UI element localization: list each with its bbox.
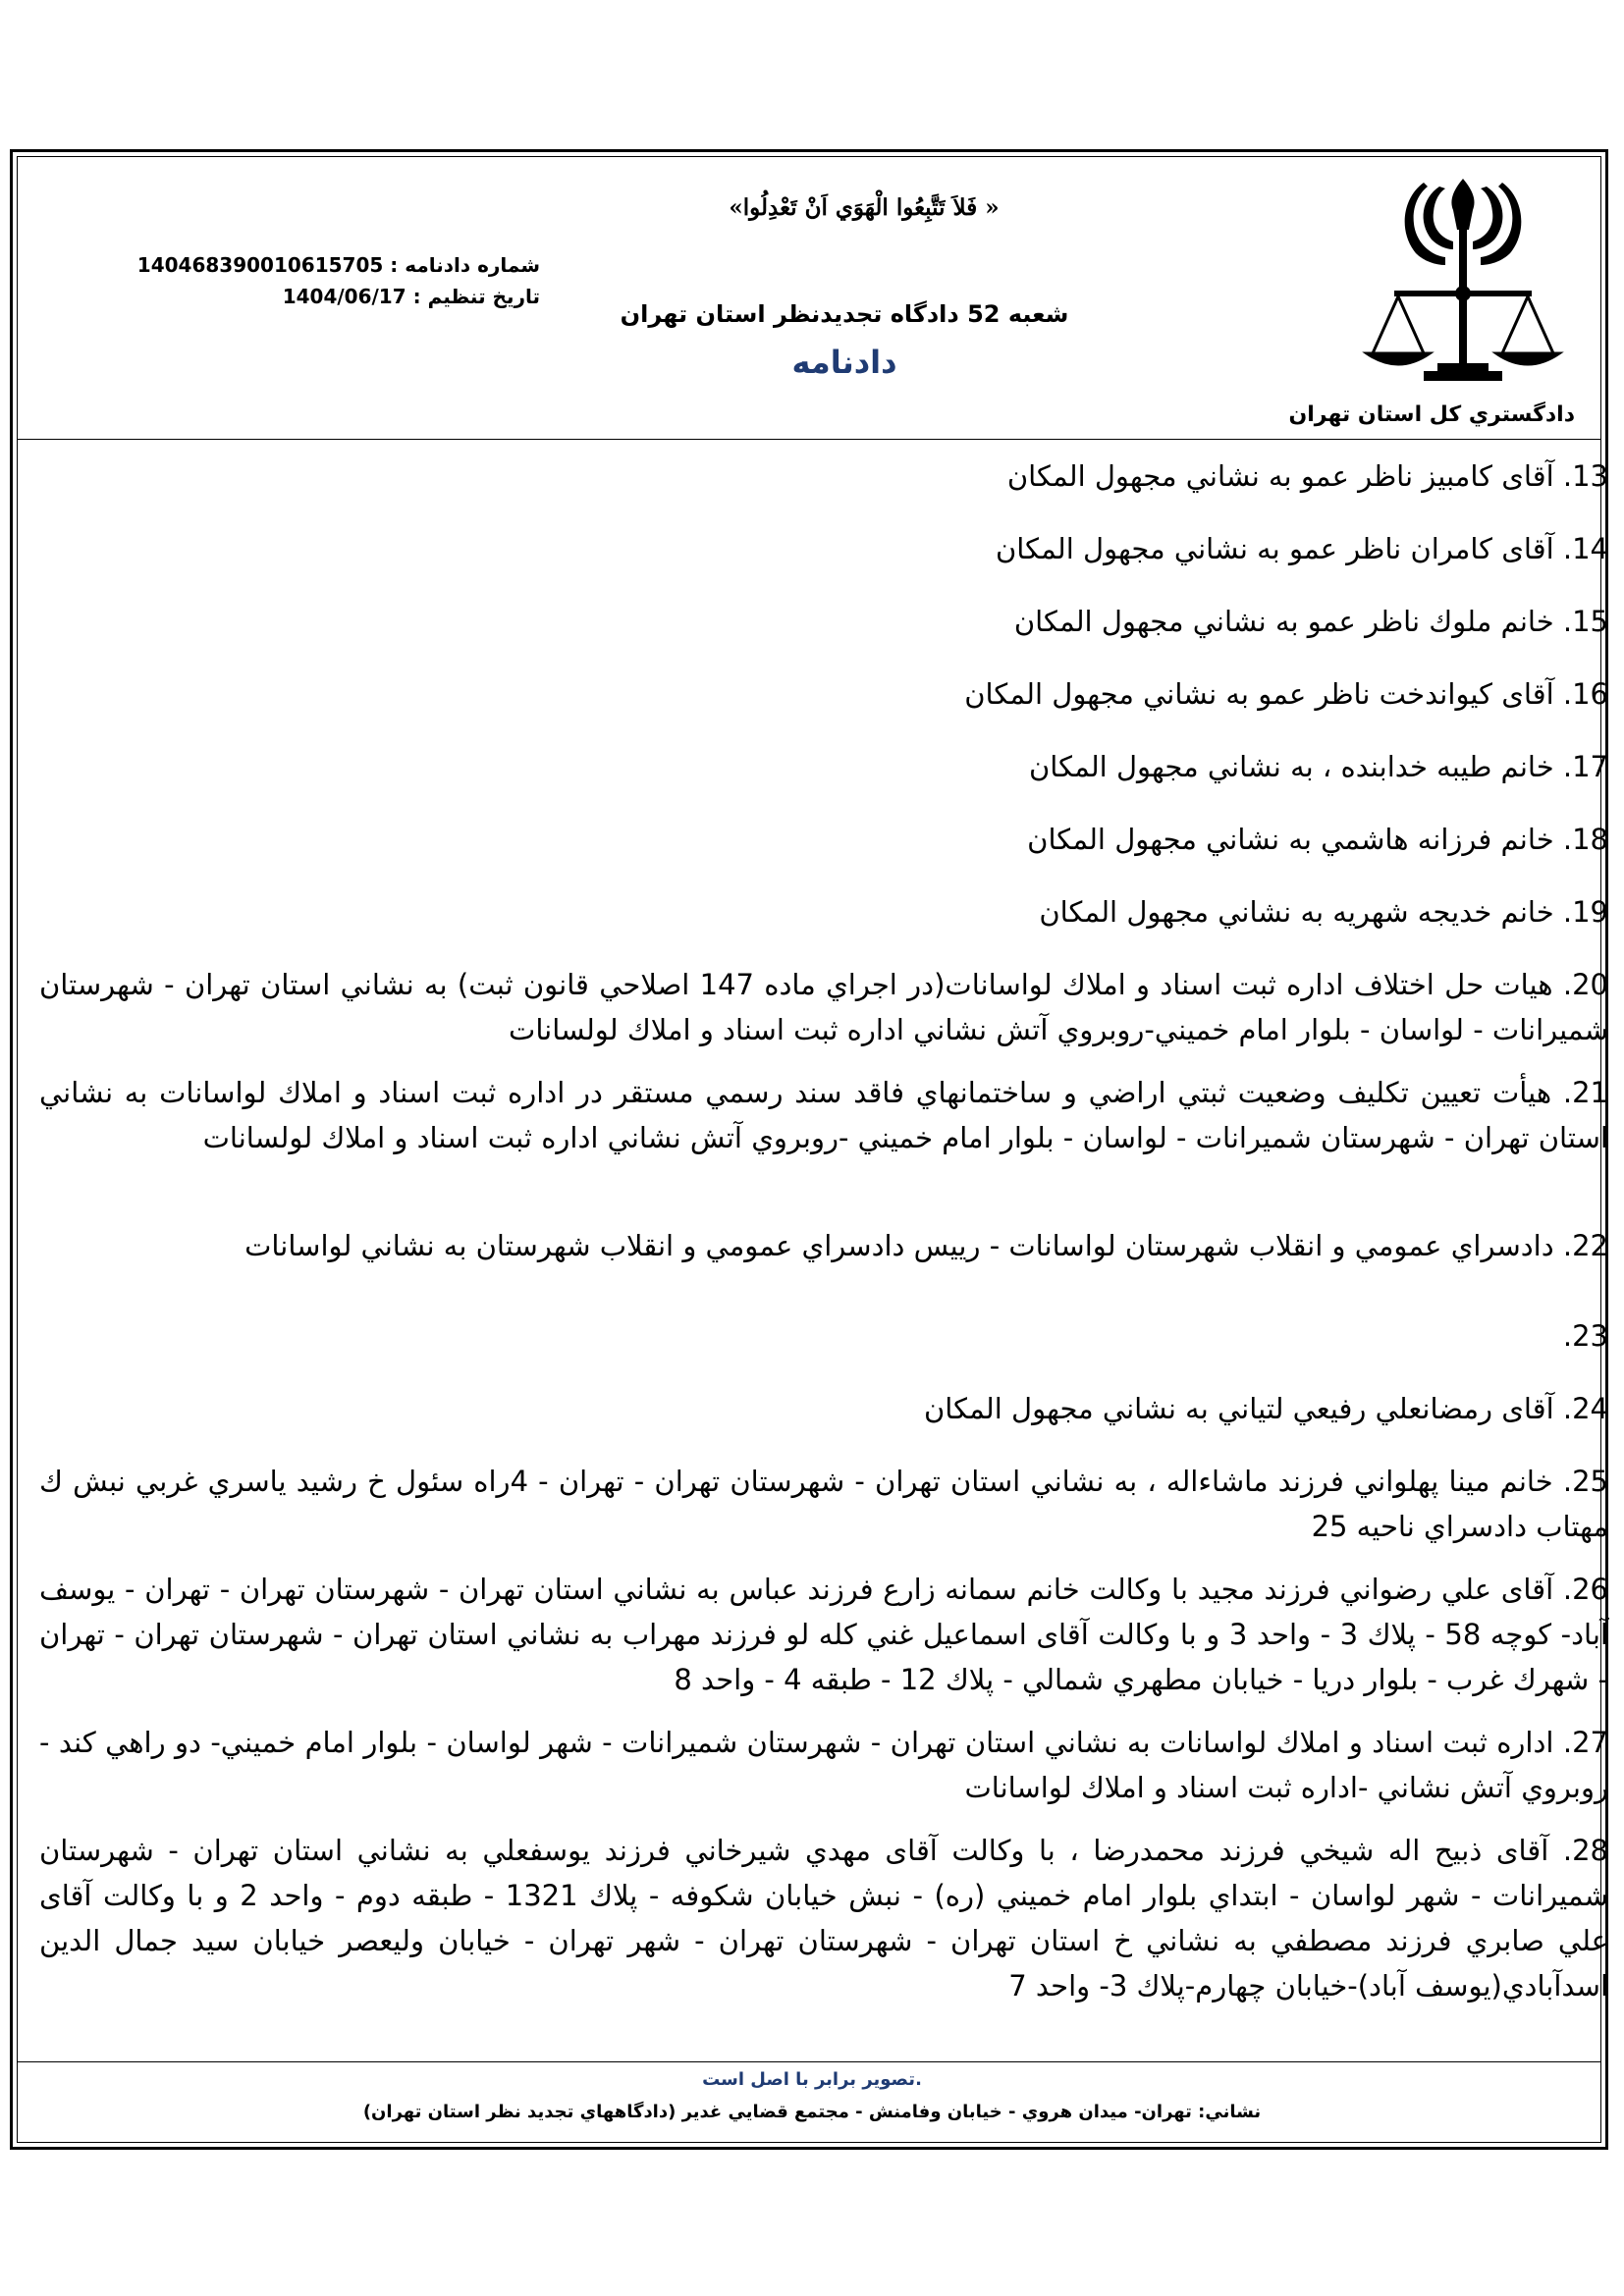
verdict-number: 140468390010615705 <box>136 253 384 277</box>
list-item: 13. آقای كامبيز ناظر عمو به نشاني مجهول المكان <box>1006 459 1608 493</box>
quran-verse: «فَلاَ تَتَّبِعُوا الْهَوَي اَنْ تَعْدِلُوا » <box>729 194 1000 221</box>
court-branch: شعبه 52 دادگاه تجديدنظر استان تهران <box>620 300 1069 328</box>
list-item: 19. خانم خديجه شهريه به نشاني مجهول المكان <box>1039 895 1608 929</box>
list-item: 28. آقای ذبيح اله شيخي فرزند محمدرضا ، با وكالت آقای مهدي شيرخاني فرزند يوسفعلي به نشاني استان تهران - شهرستان شميرانات - شهر لواسان - ابتداي بلوار امام خميني (ره) - نبش خيابان شكوفه - پلاك 1321 - طبقه دوم - واحد 2 و با وكالت آقای علي صابري فرزند مصطفي به نشاني خ استان تهران - شهرستان تهران - شهر تهران - خيابان وليعصر خيابان سيد جمال الدين اسدآبادي(يوسف آباد)-خيابان چهارم-پلاك 3- واحد 7 <box>39 1834 1608 2002</box>
document-title: دادنامه <box>791 344 897 381</box>
list-item: 18. خانم فرزانه هاشمي به نشاني مجهول المكان <box>1027 823 1608 856</box>
list-item: 23. <box>1562 1319 1608 1353</box>
list-item: 20. هيات حل اختلاف اداره ثبت اسناد و املاك لواسانات(در اجراي ماده 147 اصلاحي قانون ثبت) به نشاني استان تهران - شهرستان شميرانات - لواسان - بلوار امام خميني-روبروي آتش نشاني اداره ثبت اسناد و املاك لولسانات <box>39 968 1608 1046</box>
footer-divider <box>17 2061 1601 2062</box>
list-item: 26. آقای علي رضواني فرزند مجيد با وكالت خانم سمانه زارع فرزند عباس به نشاني استان تهران - شهرستان تهران - تهران - يوسف آباد- كوچه 58 - پلاك 3 - واحد 3 و با وكالت آقای اسماعيل غني كله لو فرزند مهراب به نشاني استان تهران - شهرستان تهران - تهران - شهرك غرب - بلوار دريا - خيابان مطهري شمالي - پلاك 12 - طبقه 4 - واحد 8 <box>39 1573 1609 1696</box>
list-item: 27. اداره ثبت اسناد و املاك لواسانات به نشاني استان تهران - شهرستان شميرانات - شهر لواسان - بلوار امام خميني- دو راهي كند - روبروي آتش نشاني -اداره ثبت اسناد و املاك لواسانات <box>39 1726 1608 1804</box>
issue-date-label: تاريخ تنظيم : <box>412 285 540 308</box>
judiciary-emblem-icon <box>1355 171 1571 397</box>
list-item: 24. آقای رمضانعلي رفيعي لتياني به نشاني مجهول المكان <box>924 1392 1608 1425</box>
verdict-number-line <box>118 253 540 277</box>
header-divider <box>17 439 1601 440</box>
issue-date: 1404/06/17 <box>282 285 406 308</box>
verdict-number-label: شماره دادنامه : <box>390 253 540 277</box>
organization-name: دادگستري كل استان تهران <box>1288 402 1575 427</box>
list-item: 16. آقای كيواندخت ناظر عمو به نشاني مجهول المكان <box>964 677 1608 711</box>
list-item: 22. دادسراي عمومي و انقلاب شهرستان لواسانات - رييس دادسراي عمومي و انقلاب شهرستان به نشاني لواسانات <box>244 1229 1608 1262</box>
list-item: 15. خانم ملوك ناظر عمو به نشاني مجهول المكان <box>1013 605 1608 638</box>
list-item: 21. هيأت تعيين تكليف وضعيت ثبتي اراضي و ساختمانهاي فاقد سند رسمي مستقر در اداره ثبت اسناد و املاك لواسانات به نشاني استان تهران - شهرستان شميرانات - لواسان - بلوار امام خميني -روبروي آتش نشاني اداره ثبت اسناد و املاك لولسانات <box>39 1076 1609 1154</box>
certified-copy-note: تصوير برابر با اصل است. <box>702 2069 922 2090</box>
list-item: 14. آقای كامران ناظر عمو به نشاني مجهول المكان <box>995 532 1608 565</box>
list-item: 17. خانم طيبه خدابنده ، به نشاني مجهول المكان <box>1028 750 1608 783</box>
court-address: نشاني: تهران- ميدان هروي - خيابان وفامنش - مجتمع قضايي غدير (دادگاههاي تجديد نظر استان تهران) <box>362 2102 1262 2122</box>
list-item: 25. خانم مينا پهلواني فرزند ماشاءاله ، به نشاني استان تهران - شهرستان تهران - تهران - 4راه سئول خ رشيد ياسري غربي نبش ك مهتاب دادسراي ناحيه 25 <box>39 1465 1608 1543</box>
issue-date-line <box>118 285 540 308</box>
